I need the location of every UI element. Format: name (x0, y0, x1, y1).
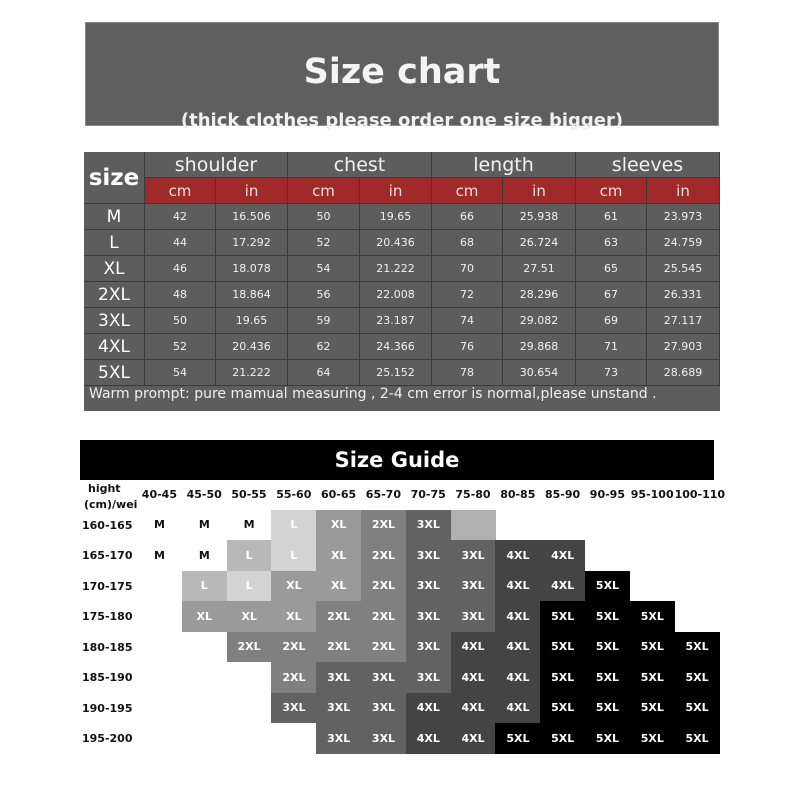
group-header-shoulder: shoulder (145, 152, 288, 178)
size-guide-cell: 5XL (540, 662, 585, 693)
measurement-cell: 23.973 (647, 204, 720, 230)
size-guide-cell: 3XL (406, 540, 451, 571)
size-guide-cell (137, 723, 182, 754)
measurement-cell: 59 (288, 308, 360, 334)
size-guide-cell: 2XL (271, 662, 316, 693)
size-guide-cell: 3XL (406, 571, 451, 602)
size-guide-cell (630, 510, 675, 541)
size-row-label: XL (84, 256, 145, 282)
unit-header: cm (145, 178, 216, 204)
weight-range-header: 100-110 (674, 488, 726, 501)
header-banner (85, 22, 719, 131)
size-guide-cell: 3XL (406, 632, 451, 663)
measurement-cell: 67 (576, 282, 647, 308)
measurement-cell: 50 (145, 308, 216, 334)
size-guide-cell: M (154, 518, 165, 532)
group-header-chest: chest (288, 152, 432, 178)
size-guide-cell: 4XL (540, 540, 585, 571)
unit-header: cm (576, 178, 647, 204)
measurement-cell: 16.506 (216, 204, 288, 230)
size-guide-cell: XL (271, 601, 316, 632)
measurement-cell: 22.008 (360, 282, 432, 308)
measurement-cell: 44 (145, 230, 216, 256)
height-range-label: 195-200 (82, 732, 133, 745)
size-guide-cell: 2XL (361, 540, 406, 571)
measurement-cell: 48 (145, 282, 216, 308)
measurement-cell: 63 (576, 230, 647, 256)
measurement-cell: 27.51 (503, 256, 576, 282)
size-guide-cell: 3XL (316, 693, 361, 724)
size-guide-cell (630, 571, 675, 602)
size-guide-cell (227, 723, 272, 754)
size-guide-cell: XL (316, 571, 361, 602)
measurement-cell: 64 (288, 360, 360, 386)
size-row-label: 3XL (84, 308, 145, 334)
size-guide-cell: L (271, 510, 316, 541)
height-range-label: 185-190 (82, 671, 133, 684)
measurement-cell: 69 (576, 308, 647, 334)
measurement-cell: 27.117 (647, 308, 720, 334)
size-guide-cell: 4XL (451, 693, 496, 724)
size-guide-cell: 4XL (495, 540, 540, 571)
unit-header: in (360, 178, 432, 204)
size-guide-cell: XL (271, 571, 316, 602)
measuring-prompt: Warm prompt: pure mamual measuring , 2-4 cm error is normal,please unstand . (89, 386, 657, 402)
size-guide-cell: M (154, 548, 165, 562)
size-guide-cell: 5XL (675, 693, 720, 724)
measurement-cell: 54 (288, 256, 360, 282)
measurement-cell: 18.864 (216, 282, 288, 308)
measurement-cell: 20.436 (216, 334, 288, 360)
size-guide-cell: XL (182, 601, 227, 632)
size-guide-cell (540, 510, 585, 541)
measurement-cell: 24.759 (647, 230, 720, 256)
size-row-label: 4XL (84, 334, 145, 360)
size-guide-cell: 3XL (316, 662, 361, 693)
weight-range-header: 65-70 (365, 488, 401, 501)
size-guide-cell: 2XL (361, 632, 406, 663)
size-guide-cell: L (271, 540, 316, 571)
chart-subtitle: (thick clothes please order one size bigger) (180, 110, 624, 131)
weight-range-header: 90-95 (589, 488, 625, 501)
measurement-cell: 68 (432, 230, 503, 256)
size-guide-cell: 4XL (495, 601, 540, 632)
size-guide-cell: L (227, 571, 272, 602)
group-header-sleeves: sleeves (576, 152, 720, 178)
measurement-cell: 25.545 (647, 256, 720, 282)
size-guide-cell: 5XL (585, 601, 630, 632)
weight-range-header: 75-80 (455, 488, 491, 501)
size-column-header: size (84, 152, 145, 204)
size-guide-cell: 2XL (227, 632, 272, 663)
size-guide-cell: 3XL (406, 662, 451, 693)
size-guide-cell: 5XL (630, 662, 675, 693)
size-guide-cell (182, 693, 227, 724)
chart-title: Size chart (303, 52, 501, 92)
measurement-cell: 19.65 (216, 308, 288, 334)
height-range-label: 180-185 (82, 640, 133, 654)
measurement-cell: 71 (576, 334, 647, 360)
measurement-cell: 23.187 (360, 308, 432, 334)
size-guide-cell: 5XL (630, 723, 675, 754)
size-guide-cell: L (182, 571, 227, 602)
measurement-cell: 29.868 (503, 334, 576, 360)
size-guide-cell: XL (227, 601, 272, 632)
size-guide-cell: M (243, 518, 255, 532)
measurement-cell: 62 (288, 334, 360, 360)
measurement-cell: 52 (288, 230, 360, 256)
size-guide-cell: 5XL (585, 571, 630, 602)
corner-label-line1: hight (88, 482, 121, 495)
weight-range-header: 70-75 (410, 488, 446, 501)
size-row-label: L (84, 230, 145, 256)
size-guide-cell: 2XL (316, 632, 361, 663)
measurement-cell: 70 (432, 256, 503, 282)
measurement-cell: 73 (576, 360, 647, 386)
measurement-cell: 42 (145, 204, 216, 230)
size-guide-cell: 4XL (495, 662, 540, 693)
size-guide-cell: 5XL (585, 693, 630, 724)
weight-range-header: 80-85 (500, 488, 536, 501)
size-row-label: M (84, 204, 145, 230)
size-guide-title: Size Guide (80, 440, 714, 480)
size-guide-cell (182, 723, 227, 754)
measurement-cell: 21.222 (216, 360, 288, 386)
size-guide-cell: L (227, 540, 272, 571)
measurement-cell: 56 (288, 282, 360, 308)
measurement-cell: 17.292 (216, 230, 288, 256)
size-guide-cell: 4XL (451, 723, 496, 754)
size-guide-cell: 3XL (406, 510, 451, 541)
size-guide-cell: 5XL (540, 632, 585, 663)
size-guide-cell: 5XL (585, 723, 630, 754)
size-guide-cell: 3XL (361, 662, 406, 693)
size-guide-cell (585, 510, 630, 541)
corner-label-line2: (cm)/wei (84, 498, 138, 511)
size-guide-cell: 4XL (451, 632, 496, 663)
measurement-cell: 19.65 (360, 204, 432, 230)
size-guide-cell (227, 693, 272, 724)
size-guide-cell (630, 540, 675, 571)
size-guide-cell: 3XL (451, 571, 496, 602)
size-guide-cell (182, 662, 227, 693)
measurement-cell: 76 (432, 334, 503, 360)
unit-header: cm (288, 178, 360, 204)
measurement-cell: 74 (432, 308, 503, 334)
size-guide-cell: 2XL (316, 601, 361, 632)
height-range-label: 160-165 (82, 518, 133, 532)
size-guide-cell: 4XL (495, 632, 540, 663)
weight-range-header: 85-90 (544, 488, 581, 501)
size-guide-cell: 5XL (540, 723, 585, 754)
size-guide-cell: 5XL (630, 632, 675, 663)
size-guide-cell (137, 632, 182, 663)
size-chart-table (84, 152, 720, 411)
unit-header: in (503, 178, 576, 204)
measurement-cell: 29.082 (503, 308, 576, 334)
measurement-cell: 61 (576, 204, 647, 230)
unit-header: cm (432, 178, 503, 204)
measurement-cell: 54 (145, 360, 216, 386)
weight-range-header: 40-45 (141, 488, 177, 501)
size-guide-cell (271, 723, 316, 754)
size-guide-cell: 3XL (271, 693, 316, 724)
size-guide-cell: 4XL (495, 693, 540, 724)
size-guide-cell: 5XL (585, 662, 630, 693)
size-guide-cell (137, 662, 182, 693)
size-guide-cell: 5XL (585, 632, 630, 663)
size-guide-cell (495, 510, 540, 541)
size-guide-cell (675, 540, 720, 571)
size-guide-cell: 3XL (361, 723, 406, 754)
size-guide-cell: 3XL (361, 693, 406, 724)
height-range-label: 165-170 (82, 549, 133, 562)
size-guide-cell: XL (316, 540, 361, 571)
size-guide-cell (675, 601, 720, 632)
size-guide-cell: 5XL (675, 723, 720, 754)
size-guide-cell: 5XL (675, 662, 720, 693)
size-guide-cell: 2XL (361, 510, 406, 541)
measurement-cell: 27.903 (647, 334, 720, 360)
size-guide-cell (451, 510, 496, 541)
height-range-label: 190-195 (82, 701, 133, 715)
measurement-cell: 66 (432, 204, 503, 230)
size-guide-cell: 5XL (540, 601, 585, 632)
measurement-cell: 25.938 (503, 204, 576, 230)
measurement-cell: 78 (432, 360, 503, 386)
weight-range-header: 55-60 (276, 488, 312, 501)
size-guide-cell: 4XL (495, 571, 540, 602)
size-guide-cell: M (198, 548, 210, 562)
measurement-cell: 72 (432, 282, 503, 308)
size-row-label: 2XL (84, 282, 145, 308)
size-guide-cell: 5XL (495, 723, 540, 754)
size-guide-cell (675, 571, 720, 602)
measurement-cell: 26.724 (503, 230, 576, 256)
size-guide-cell (675, 510, 720, 541)
measurement-cell: 28.689 (647, 360, 720, 386)
measurement-cell: 28.296 (503, 282, 576, 308)
size-guide-cell (585, 540, 630, 571)
size-guide-cell (182, 632, 227, 663)
size-guide-cell: 2XL (361, 571, 406, 602)
size-guide-cell: 3XL (316, 723, 361, 754)
measurement-cell: 30.654 (503, 360, 576, 386)
size-guide-cell: 5XL (630, 693, 675, 724)
size-guide-cell: M (198, 518, 210, 532)
size-guide-cell (137, 571, 182, 602)
measurement-cell: 46 (145, 256, 216, 282)
height-range-label: 175-180 (82, 610, 133, 623)
measurement-cell: 21.222 (360, 256, 432, 282)
size-guide-cell (137, 601, 182, 632)
weight-range-header: 45-50 (186, 488, 222, 501)
size-guide-cell: 4XL (406, 693, 451, 724)
weight-range-header: 95-100 (630, 488, 674, 501)
size-guide-cell: 5XL (630, 601, 675, 632)
height-range-label: 170-175 (82, 579, 133, 593)
group-header-length: length (432, 152, 576, 178)
size-guide-cell: 2XL (361, 601, 406, 632)
unit-header: in (216, 178, 288, 204)
weight-range-header: 50-55 (231, 488, 267, 501)
measurement-cell: 18.078 (216, 256, 288, 282)
measurement-cell: 50 (288, 204, 360, 230)
measurement-cell: 25.152 (360, 360, 432, 386)
size-guide-cell: 2XL (271, 632, 316, 663)
size-guide-cell: 5XL (675, 632, 720, 663)
weight-range-header: 60-65 (320, 488, 357, 501)
size-guide-cell: 3XL (451, 601, 496, 632)
size-guide-cell: 3XL (406, 601, 451, 632)
measurement-cell: 24.366 (360, 334, 432, 360)
size-guide-cell (227, 662, 272, 693)
size-row-label: 5XL (84, 360, 145, 386)
size-guide-cell: XL (316, 510, 361, 541)
measurement-cell: 26.331 (647, 282, 720, 308)
measurement-cell: 20.436 (360, 230, 432, 256)
unit-header: in (647, 178, 720, 204)
size-guide-cell: 4XL (540, 571, 585, 602)
size-guide-cell: 4XL (451, 662, 496, 693)
measurement-cell: 65 (576, 256, 647, 282)
size-guide-cell (137, 693, 182, 724)
size-guide-cell: 4XL (406, 723, 451, 754)
measurement-cell: 52 (145, 334, 216, 360)
size-guide-cell: 5XL (540, 693, 585, 724)
size-guide-cell: 3XL (451, 540, 496, 571)
